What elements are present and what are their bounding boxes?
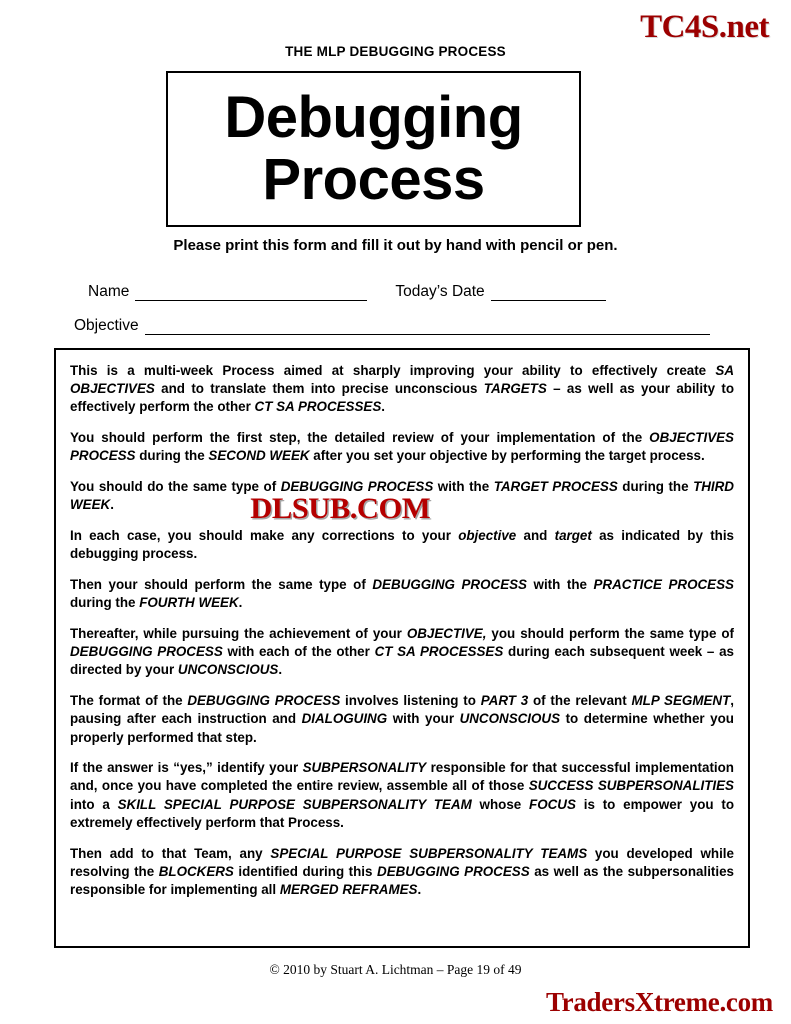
p7-text-a: The format of the bbox=[70, 693, 188, 709]
p6-em-1: OBJECTIVE, bbox=[406, 625, 487, 641]
p7-em-3: MLP SEGMENT bbox=[631, 693, 731, 709]
p7-em-5: UNCONSCIOUS bbox=[459, 711, 561, 727]
p8-text-d: whose bbox=[471, 796, 530, 812]
name-date-row bbox=[88, 283, 606, 301]
p1-text-b: and to translate them into precise unconscious bbox=[154, 381, 484, 397]
p3-text-d: . bbox=[110, 497, 114, 513]
p3-em-2: TARGET PROCESS bbox=[493, 479, 618, 495]
objective-input-rule[interactable] bbox=[145, 320, 710, 335]
paragraph-4 bbox=[70, 527, 734, 563]
p5-em-3: FOURTH WEEK bbox=[139, 595, 239, 611]
p7-text-b: involves listening to bbox=[340, 693, 481, 709]
p3-text-a: You should do the same type of bbox=[70, 479, 281, 495]
p7-text-d: , pausing after each instruction and bbox=[70, 693, 734, 727]
p1-em-1: SA OBJECTIVES bbox=[70, 363, 734, 397]
p4-em-2: target bbox=[554, 528, 592, 544]
p5-text-b: with the bbox=[526, 576, 594, 592]
p2-text-c: after you set your objective by performing the target process. bbox=[309, 448, 705, 464]
body-text-box bbox=[54, 348, 750, 948]
p4-text-a: In each case, you should make any corrections to your bbox=[70, 528, 459, 544]
p9-em-3: DEBUGGING PROCESS bbox=[377, 863, 530, 879]
p6-text-d: during each subsequent week – as directed by your bbox=[70, 644, 734, 678]
p8-em-3: SKILL SPECIAL PURPOSE SUBPERSONALITY TEAM bbox=[117, 796, 472, 812]
page-title bbox=[224, 84, 523, 212]
p8-text-e: is to empower you to extremely effectively perform that Process. bbox=[70, 796, 734, 830]
objective-label: Objective bbox=[74, 317, 139, 334]
p4-text-c: as indicated by this debugging process. bbox=[70, 528, 735, 562]
name-label: Name bbox=[88, 283, 130, 300]
p7-em-1: DEBUGGING PROCESS bbox=[187, 693, 341, 709]
watermark-center: DLSUB.COM bbox=[250, 492, 431, 525]
p7-text-f: to determine whether you properly performed that step. bbox=[70, 711, 734, 745]
p5-text-c: during the bbox=[70, 595, 140, 611]
p9-text-c: identified during this bbox=[233, 863, 378, 879]
page-title-line-2: Process bbox=[262, 147, 485, 212]
p7-em-2: PART 3 bbox=[480, 693, 529, 709]
p3-em-3: THIRD WEEK bbox=[70, 479, 734, 513]
objective-row bbox=[74, 317, 710, 335]
paragraph-6 bbox=[70, 625, 734, 680]
p8-em-2: SUCCESS SUBPERSONALITIES bbox=[528, 778, 734, 794]
p6-text-a: Thereafter, while pursuing the achievement of your bbox=[70, 625, 407, 641]
p6-text-b: you should perform the same type of bbox=[486, 625, 734, 641]
p9-text-e: . bbox=[417, 882, 422, 898]
p4-em-1: objective bbox=[458, 528, 517, 544]
p6-em-4: UNCONSCIOUS bbox=[177, 662, 279, 678]
p9-em-2: BLOCKERS bbox=[158, 863, 234, 879]
p9-em-1: SPECIAL PURPOSE SUBPERSONALITY TEAMS bbox=[270, 845, 588, 861]
name-input-rule[interactable] bbox=[135, 286, 367, 301]
p5-em-2: PRACTICE PROCESS bbox=[593, 576, 734, 592]
paragraph-2 bbox=[70, 429, 734, 465]
p8-text-a: If the answer is “yes,” identify your bbox=[70, 760, 303, 776]
paragraph-8 bbox=[70, 759, 734, 832]
p1-text-c: – as well as your ability to effectively perform the other bbox=[70, 381, 735, 415]
p3-text-c: during the bbox=[617, 479, 694, 495]
title-box bbox=[166, 71, 581, 227]
paragraph-7 bbox=[70, 692, 734, 747]
p2-em-2: SECOND WEEK bbox=[208, 448, 310, 464]
date-label: Today’s Date bbox=[395, 283, 485, 300]
p9-text-b: you developed while resolving the bbox=[70, 845, 734, 879]
paragraph-5 bbox=[70, 576, 734, 612]
p8-text-c: into a bbox=[70, 796, 118, 812]
p6-em-2: DEBUGGING PROCESS bbox=[70, 644, 223, 660]
p2-text-a: You should perform the first step, the detailed review of your implementation of the bbox=[70, 430, 650, 446]
p3-em-1: DEBUGGING PROCESS bbox=[280, 479, 434, 495]
watermark-bottom-right: TradersXtreme.com bbox=[545, 987, 773, 1017]
p8-text-b: responsible for that successful implementation and, once you have completed the entire review, assemble all of those bbox=[70, 760, 734, 794]
p5-em-1: DEBUGGING PROCESS bbox=[372, 576, 527, 592]
p5-text-d: . bbox=[238, 595, 243, 611]
p3-text-b: with the bbox=[433, 479, 494, 495]
p7-text-e: with your bbox=[387, 711, 460, 727]
p6-text-e: . bbox=[278, 662, 283, 678]
date-input-rule[interactable] bbox=[491, 286, 606, 301]
paragraph-1 bbox=[70, 362, 734, 417]
p1-em-3: CT SA PROCESSES bbox=[254, 399, 382, 415]
print-instruction: Please print this form and fill it out by hand with pencil or pen. bbox=[173, 237, 618, 254]
p9-text-a: Then add to that Team, any bbox=[70, 845, 271, 861]
page-title-line-1: Debugging bbox=[224, 84, 523, 150]
p7-text-c: of the relevant bbox=[528, 693, 632, 709]
p1-text-d: . bbox=[381, 399, 386, 415]
p1-em-2: TARGETS bbox=[483, 381, 547, 397]
paragraph-9 bbox=[70, 845, 734, 900]
document-kicker: THE MLP DEBUGGING PROCESS bbox=[285, 44, 506, 59]
watermark-top-right: TC4S.net bbox=[640, 9, 769, 45]
p2-text-b: during the bbox=[135, 448, 209, 464]
page-footer: © 2010 by Stuart A. Lichtman – Page 19 of 49 bbox=[269, 962, 522, 977]
p2-em-1: OBJECTIVES PROCESS bbox=[70, 430, 734, 464]
p6-em-3: CT SA PROCESSES bbox=[374, 644, 504, 660]
p7-em-4: DIALOGUING bbox=[301, 711, 388, 727]
p8-em-1: SUBPERSONALITY bbox=[302, 760, 427, 776]
p5-text-a: Then your should perform the same type of bbox=[70, 576, 373, 592]
p9-text-d: as well as the subpersonalities responsible for implementing all bbox=[70, 863, 734, 898]
p4-text-b: and bbox=[516, 528, 555, 544]
p1-text-a: This is a multi-week Process aimed at sharply improving your ability to effectively create bbox=[70, 363, 716, 378]
p8-em-4: FOCUS bbox=[529, 796, 576, 812]
p6-text-c: with each of the other bbox=[222, 644, 375, 660]
p9-em-4: MERGED REFRAMES bbox=[279, 882, 418, 898]
